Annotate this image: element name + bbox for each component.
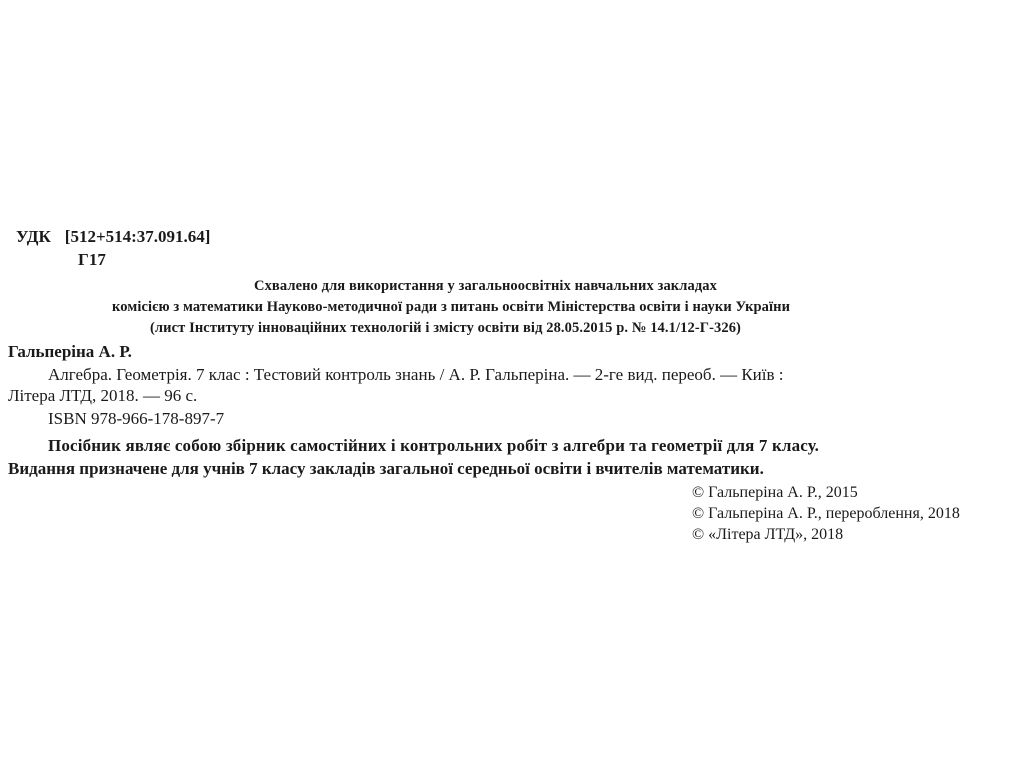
copyright-author-2015: © Гальперіна А. Р., 2015 <box>692 484 858 501</box>
bibliographic-description-line-2: Літера ЛТД, 2018. — 96 с. <box>8 386 198 405</box>
copyright-author-2018: © Гальперіна А. Р., перероблення, 2018 <box>692 505 960 522</box>
udk-line <box>16 227 210 247</box>
udk-code: [512+514:37.091.64] <box>64 227 211 246</box>
annotation-line-2: Видання призначене для учнів 7 класу закладів загальної середньої освіти і вчителів математики. <box>8 459 764 478</box>
annotation-line-1: Посібник являє собою збірник самостійних і контрольних робіт з алгебри та геометрії для 7 класу. <box>48 436 820 455</box>
bibliographic-description-line-1: Алгебра. Геометрія. 7 клас : Тестовий контроль знань / А. Р. Гальперіна. — 2-ге вид. переоб. — Київ : <box>48 365 784 384</box>
approval-line-1: Схвалено для використання у загальноосвітніх навчальних закладах <box>254 278 717 294</box>
approval-line-3: (лист Інституту інноваційних технологій і змісту освіти від 28.05.2015 р. № 14.1/12-Г-326) <box>150 320 741 336</box>
isbn: ISBN 978-966-178-897-7 <box>48 409 225 428</box>
author-name: Гальперіна А. Р. <box>8 342 132 361</box>
approval-line-2: комісією з математики Науково-методичної ради з питань освіти Міністерства освіти і науки України <box>112 299 791 315</box>
udk-label: УДК <box>16 227 51 246</box>
copyright-publisher: © «Літера ЛТД», 2018 <box>692 526 844 543</box>
author-index: Г17 <box>78 250 106 269</box>
